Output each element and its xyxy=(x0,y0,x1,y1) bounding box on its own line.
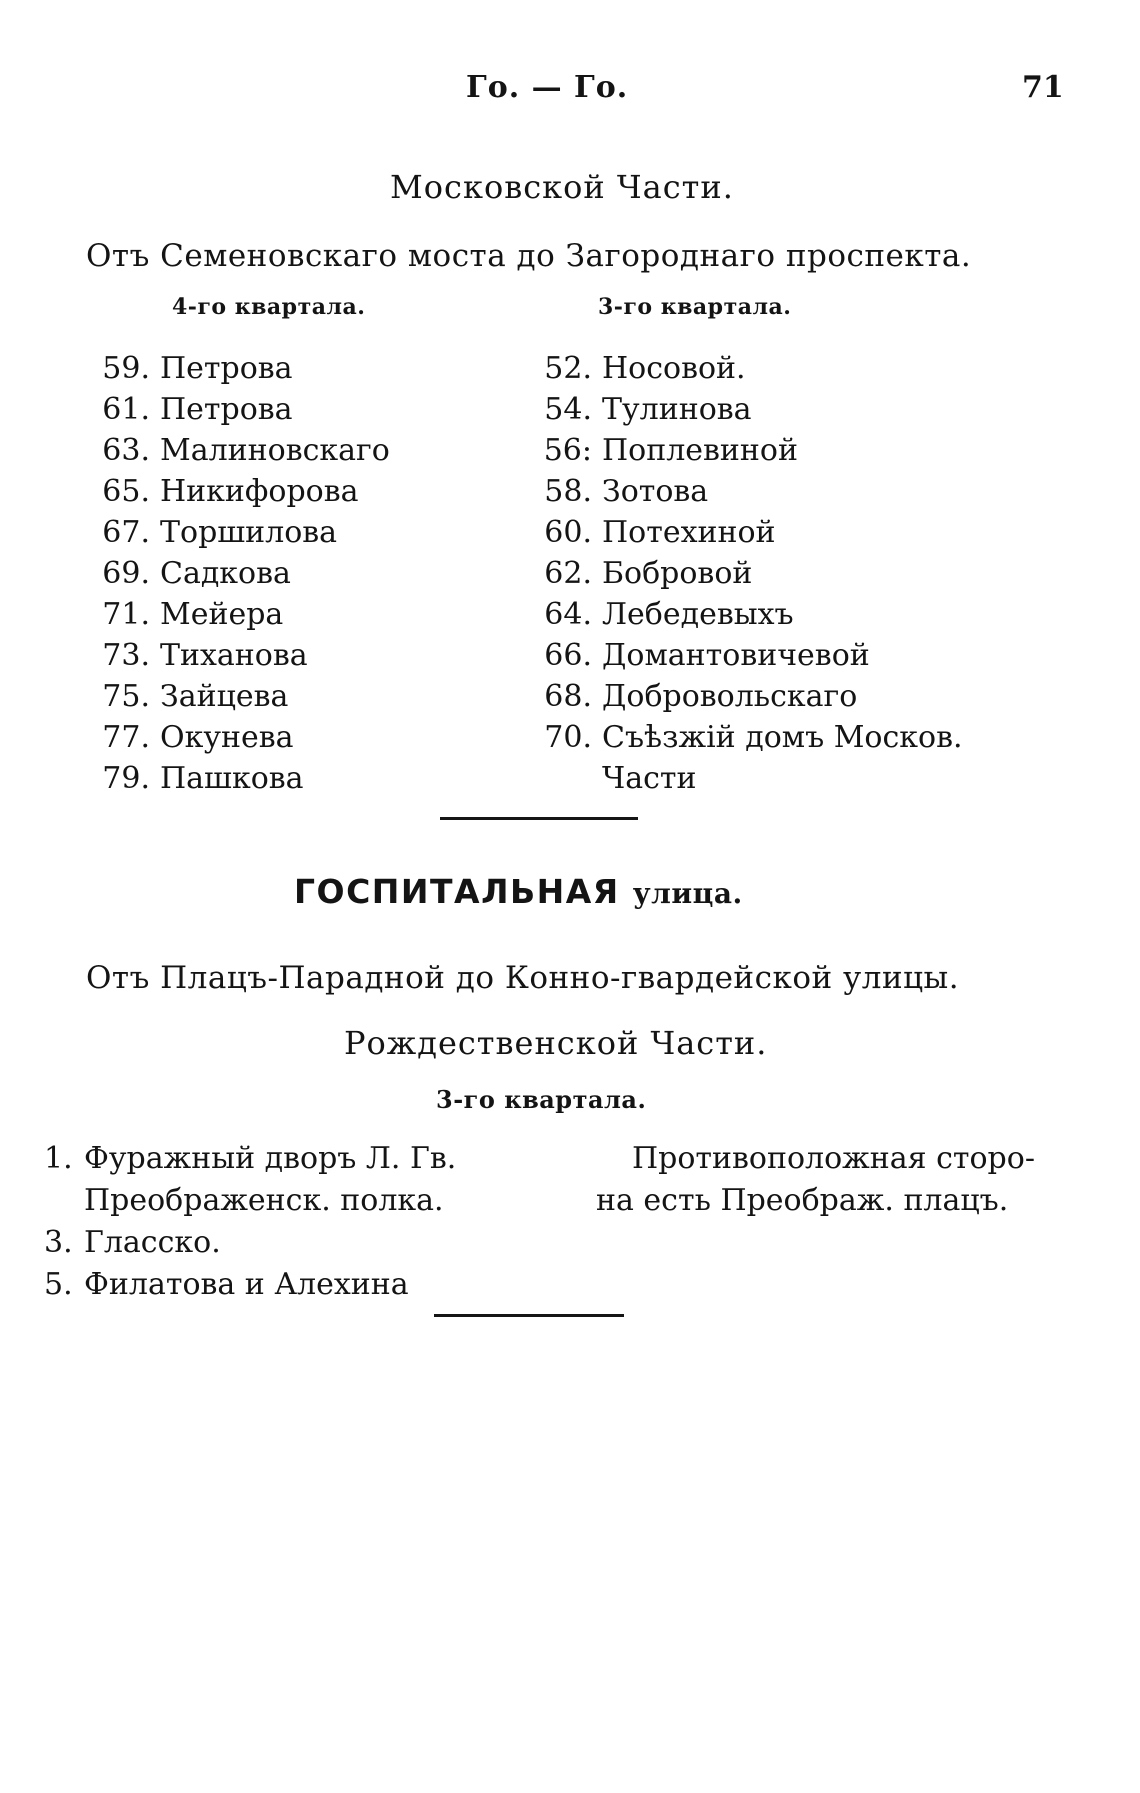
street-suffix: улица. xyxy=(632,877,743,910)
left-quarter-heading: 4-го квартала. xyxy=(172,294,366,320)
house-entry xyxy=(44,1138,456,1180)
house-number: 58. xyxy=(544,474,592,509)
owner-name: Садкова xyxy=(160,556,291,591)
house-number: 73. xyxy=(102,638,150,673)
left-house-list xyxy=(86,348,390,799)
owner-name: Домантовичевой xyxy=(602,638,870,673)
owner-name: Потехиной xyxy=(602,515,776,550)
owner-name: Части xyxy=(602,761,697,796)
house-entry xyxy=(86,635,390,676)
house-entry xyxy=(520,348,963,389)
owner-name: Поплевиной xyxy=(602,433,798,468)
owner-name: Лебедевыхъ xyxy=(602,597,794,632)
owner-name: Носовой. xyxy=(602,351,746,386)
house-entry xyxy=(520,594,963,635)
house-entry xyxy=(86,676,390,717)
house-entry xyxy=(520,471,963,512)
owner-name: Мейера xyxy=(160,597,284,632)
house-number: 56: xyxy=(543,433,592,468)
house-number: 5. xyxy=(44,1267,73,1302)
owner-name: Фуражный дворъ Л. Гв. xyxy=(84,1141,457,1176)
house-entry xyxy=(86,594,390,635)
page-number: 71 xyxy=(1022,70,1064,105)
house-number: 54. xyxy=(544,392,592,427)
house-entry xyxy=(86,758,390,799)
house-number: 70. xyxy=(544,720,592,755)
owner-name: Торшилова xyxy=(160,515,338,550)
house-number xyxy=(520,758,592,799)
house-entry xyxy=(520,676,963,717)
note-line-1: Противоположная сторо- xyxy=(632,1141,1035,1176)
house-number: 71. xyxy=(102,597,150,632)
house-entry xyxy=(44,1222,221,1264)
house-number: 66. xyxy=(544,638,592,673)
owner-name: Петрова xyxy=(160,392,293,427)
owner-name: Тиханова xyxy=(160,638,308,673)
house-entry xyxy=(520,717,963,758)
house-entry xyxy=(520,758,963,799)
house-number: 79. xyxy=(102,761,150,796)
house-entry xyxy=(86,471,390,512)
house-number: 67. xyxy=(102,515,150,550)
house-number: 68. xyxy=(544,679,592,714)
section-divider xyxy=(440,817,638,820)
house-entry xyxy=(86,553,390,594)
part-heading: Московской Части. xyxy=(390,168,734,206)
house-entry xyxy=(520,553,963,594)
house-entry xyxy=(520,512,963,553)
house-entry xyxy=(86,430,390,471)
house-entry xyxy=(520,430,963,471)
owner-name: Никифорова xyxy=(160,474,359,509)
owner-name: Петрова xyxy=(160,351,293,386)
house-number: 61. xyxy=(102,392,150,427)
owner-name: Зотова xyxy=(602,474,709,509)
owner-name: Бобровой xyxy=(602,556,753,591)
house-entry xyxy=(44,1264,409,1306)
note-line-2: на есть Преображ. плацъ. xyxy=(596,1183,1009,1218)
house-number: 77. xyxy=(102,720,150,755)
owner-name: Тулинова xyxy=(602,392,752,427)
owner-name: Съѣзжій домъ Москов. xyxy=(602,720,963,755)
house-number: 65. xyxy=(102,474,150,509)
right-quarter-heading: 3-го квартала. xyxy=(598,294,792,320)
house-number: 60. xyxy=(544,515,592,550)
house-number: 69. xyxy=(102,556,150,591)
house-entry xyxy=(520,635,963,676)
owner-name: Малиновскаго xyxy=(160,433,390,468)
owner-name: Окунева xyxy=(160,720,294,755)
street-heading xyxy=(294,872,743,911)
owner-name: Добровольскаго xyxy=(602,679,858,714)
route-line-2: Отъ Плацъ-Парадной до Конно-гвардейской улицы. xyxy=(86,960,960,996)
house-entry xyxy=(520,389,963,430)
quarter-heading-2: 3-го квартала. xyxy=(436,1085,647,1114)
house-number: 1. xyxy=(44,1141,73,1176)
house-number: 63. xyxy=(102,433,150,468)
house-number: 52. xyxy=(544,351,592,386)
house-entry xyxy=(86,348,390,389)
house-number: 62. xyxy=(544,556,592,591)
running-head: Го. — Го. xyxy=(466,70,629,105)
house-number: 59. xyxy=(102,351,150,386)
end-divider xyxy=(434,1314,624,1317)
right-house-list xyxy=(520,348,963,799)
route-line: Отъ Семеновскаго моста до Загороднаго проспекта. xyxy=(86,238,972,274)
owner-name: Преображенск. полка. xyxy=(84,1183,444,1218)
owner-name: Гласско. xyxy=(84,1225,221,1260)
house-entry xyxy=(44,1180,444,1222)
house-number: 3. xyxy=(44,1225,73,1260)
house-entry xyxy=(86,512,390,553)
house-entry xyxy=(86,389,390,430)
owner-name: Пашкова xyxy=(160,761,304,796)
street-name: ГОСПИТАЛЬНАЯ xyxy=(294,872,620,911)
part-heading-2: Рождественской Части. xyxy=(344,1024,768,1062)
house-entry xyxy=(86,717,390,758)
owner-name: Филатова и Алехина xyxy=(84,1267,409,1302)
owner-name: Зайцева xyxy=(160,679,289,714)
house-number: 75. xyxy=(102,679,150,714)
house-number: 64. xyxy=(544,597,592,632)
